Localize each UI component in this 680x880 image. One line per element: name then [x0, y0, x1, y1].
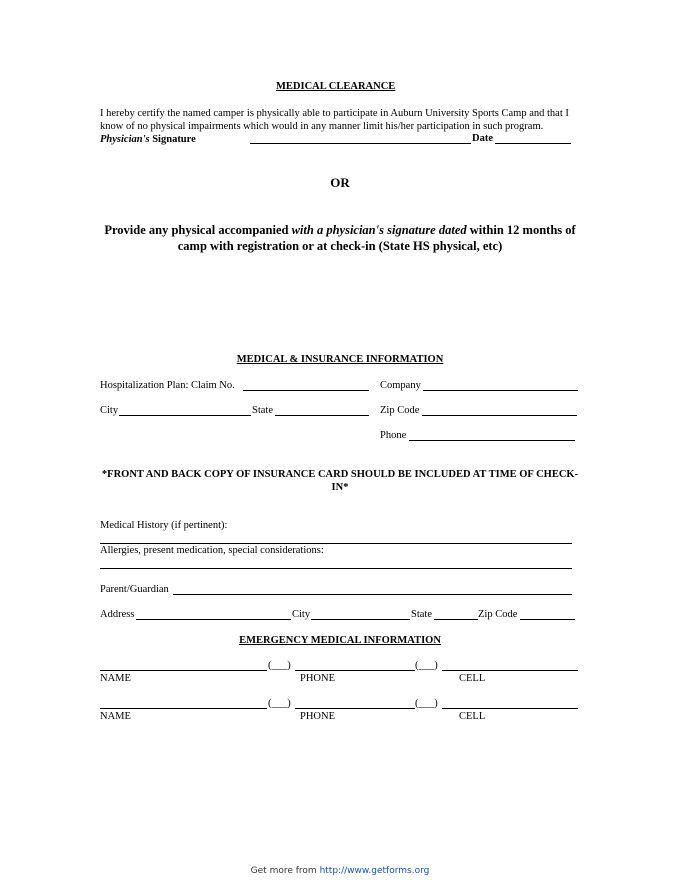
physical-notice-part1: Provide any physical accompanied [104, 223, 292, 237]
emergency-name-label-2: NAME [100, 711, 131, 722]
signature-date-field[interactable] [495, 143, 571, 144]
physician-signature-field[interactable] [250, 143, 471, 144]
address-city-label: City [292, 609, 311, 620]
emergency-cell-label-1: CELL [459, 673, 486, 684]
physical-notice [96, 222, 584, 254]
physical-notice-emphasis: with a physician's signature dated [291, 223, 467, 237]
emergency-phone-area-2[interactable]: (___) [268, 698, 291, 709]
insurance-city-field[interactable] [119, 415, 251, 416]
certify-text: I hereby certify the named camper is physically able to participate in Auburn University Sports Camp and that I know of no physical impairments which would in any manner limit his/her participation in such program. [100, 108, 569, 132]
company-field[interactable] [423, 390, 578, 391]
emergency-phone-label-2: PHONE [300, 711, 336, 722]
emergency-cell-field-2[interactable] [442, 708, 578, 709]
insurance-zip-field[interactable] [422, 415, 577, 416]
emergency-name-field-1[interactable] [100, 670, 267, 671]
address-state-label: State [411, 609, 432, 620]
emergency-heading: EMERGENCY MEDICAL INFORMATION [239, 635, 441, 646]
address-field[interactable] [136, 619, 291, 620]
footer-prefix: Get more from [250, 866, 320, 876]
emergency-phone-field-1[interactable] [295, 670, 415, 671]
claim-number-field[interactable] [243, 390, 369, 391]
address-state-field[interactable] [434, 619, 478, 620]
medical-history-field[interactable] [100, 543, 572, 544]
emergency-cell-area-2[interactable]: (___) [415, 698, 438, 709]
insurance-state-field[interactable] [275, 415, 369, 416]
emergency-phone-field-2[interactable] [295, 708, 415, 709]
or-separator: OR [330, 175, 350, 190]
emergency-phone-area-1[interactable]: (___) [268, 660, 291, 671]
emergency-name-label-1: NAME [100, 673, 131, 684]
certify-paragraph [100, 107, 580, 146]
emergency-cell-area-1[interactable]: (___) [415, 660, 438, 671]
footer [0, 866, 680, 876]
insurance-zip-label: Zip Code [380, 405, 420, 416]
emergency-cell-field-1[interactable] [442, 670, 578, 671]
address-label: Address [100, 609, 135, 620]
insurance-phone-label: Phone [380, 430, 407, 441]
insurance-phone-field[interactable] [409, 440, 575, 441]
emergency-name-field-2[interactable] [100, 708, 267, 709]
allergies-field[interactable] [100, 568, 572, 569]
address-city-field[interactable] [311, 619, 410, 620]
insurance-city-label: City [100, 405, 119, 416]
insurance-state-label: State [252, 405, 273, 416]
company-label: Company [380, 380, 421, 391]
allergies-label: Allergies, present medication, special considerations: [100, 545, 324, 556]
insurance-heading: MEDICAL & INSURANCE INFORMATION [236, 354, 444, 365]
signature-label: Signature [152, 134, 196, 145]
physicians-label: Physician's [100, 134, 150, 145]
medical-clearance-heading: MEDICAL CLEARANCE [276, 81, 396, 92]
date-label: Date [472, 133, 493, 144]
emergency-phone-label-1: PHONE [300, 673, 336, 684]
parent-guardian-field[interactable] [173, 594, 572, 595]
emergency-cell-label-2: CELL [459, 711, 486, 722]
footer-link[interactable]: http://www.getforms.org [319, 866, 430, 876]
address-zip-field[interactable] [520, 619, 575, 620]
medical-history-label: Medical History (if pertinent): [100, 520, 228, 531]
address-zip-label: Zip Code [478, 609, 518, 620]
claim-number-label: Hospitalization Plan: Claim No. [100, 380, 235, 391]
parent-guardian-label: Parent/Guardian [100, 584, 169, 595]
physical-notice-part3: within 12 months of camp with registration or at check-in (State HS physical, etc) [177, 223, 576, 253]
insurance-card-notice: *FRONT AND BACK COPY OF INSURANCE CARD SHOULD BE INCLUDED AT TIME OF CHECK-IN* [101, 469, 579, 493]
